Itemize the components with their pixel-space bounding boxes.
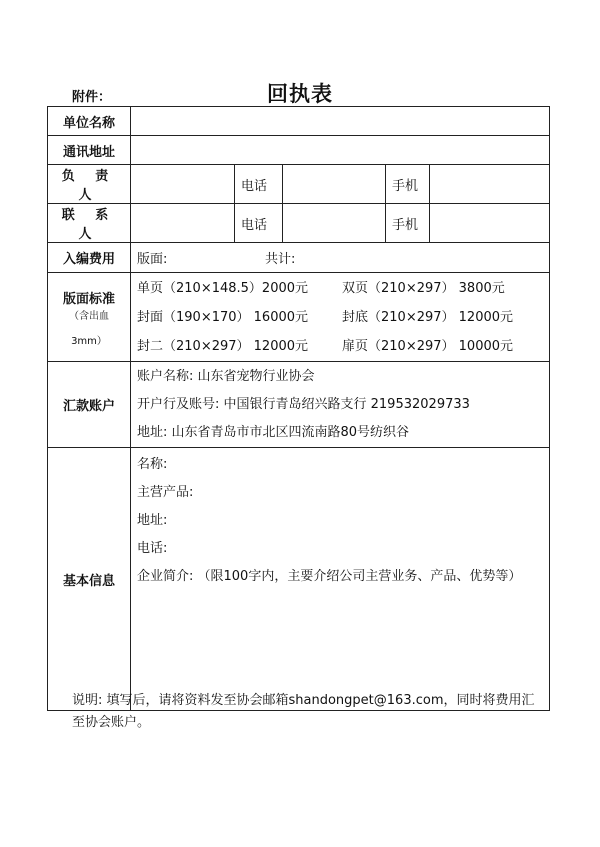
phone-label: 电话 (235, 204, 283, 243)
contact-label: 联 系 人 (48, 204, 131, 243)
phone-label: 电话 (235, 165, 283, 204)
unit-name-field[interactable] (131, 107, 550, 136)
price-double: 双页（210×297） 3800元 (342, 280, 505, 296)
contact-phone-field[interactable] (283, 204, 386, 243)
company-address: 地址: (137, 513, 168, 528)
basic-info-details[interactable] (131, 448, 550, 711)
row-basic-info (48, 448, 550, 711)
person-in-charge-field[interactable] (131, 165, 235, 204)
row-fee (48, 243, 550, 273)
price-line (137, 274, 543, 303)
person-mobile-field[interactable] (430, 165, 550, 204)
company-name: 名称: (137, 457, 168, 472)
address-field[interactable] (131, 136, 550, 165)
row-person-in-charge (48, 165, 550, 204)
mobile-label: 手机 (386, 204, 430, 243)
standard-note-bleed: 3mm） (71, 335, 107, 347)
address-label: 通讯地址 (48, 136, 131, 165)
instructions-note: 说明: 填写后，请将资料发至协会邮箱shandongpet@163.com，同时将费用汇至协会账户。 (72, 693, 535, 730)
standard-label-cell (48, 273, 131, 362)
layout-label: 版面: (137, 252, 168, 267)
contact-field[interactable] (131, 204, 235, 243)
row-remit (48, 362, 550, 448)
remit-label: 汇款账户 (48, 362, 131, 448)
person-phone-field[interactable] (283, 165, 386, 204)
price-back-cover: 封底（210×297） 12000元 (342, 309, 514, 325)
form-title: 回执表 (267, 82, 333, 106)
basic-info-label: 基本信息 (48, 448, 131, 711)
standard-label: 版面标准 (62, 291, 115, 307)
row-address (48, 136, 550, 165)
price-cover: 封面（190×170） 16000元 (137, 309, 309, 325)
row-unit-name (48, 107, 550, 136)
bank-account: 开户行及账号: 中国银行青岛绍兴路支行 219532029733 (137, 396, 470, 412)
price-inside-cover: 封二（210×297） 12000元 (137, 338, 309, 354)
remit-details (131, 362, 550, 448)
receipt-form (47, 106, 550, 711)
person-in-charge-label: 负 责 人 (48, 165, 131, 204)
price-single: 单页（210×148.5）2000元 (137, 280, 309, 296)
account-name: 账户名称: 山东省宠物行业协会 (137, 368, 315, 384)
unit-name-label: 单位名称 (48, 107, 131, 136)
company-intro: 企业简介: （限100字内，主要介绍公司主营业务、产品、优势等） (137, 569, 522, 584)
attachment-label: 附件： (72, 90, 112, 105)
fee-field[interactable] (131, 243, 550, 273)
main-products: 主营产品: (137, 485, 194, 500)
fee-label: 入编费用 (48, 243, 131, 273)
price-line (137, 303, 543, 332)
company-phone: 电话: (137, 541, 168, 556)
remit-address: 地址: 山东省青岛市市北区四流南路80号纺织谷 (137, 424, 410, 440)
standard-prices (131, 273, 550, 362)
standard-note: （含出血 (69, 310, 109, 322)
mobile-label: 手机 (386, 165, 430, 204)
row-standard (48, 273, 550, 362)
price-line (137, 332, 543, 361)
contact-mobile-field[interactable] (430, 204, 550, 243)
row-contact (48, 204, 550, 243)
price-title-page: 扉页（210×297） 10000元 (342, 338, 514, 354)
total-label: 共计: (265, 252, 296, 267)
